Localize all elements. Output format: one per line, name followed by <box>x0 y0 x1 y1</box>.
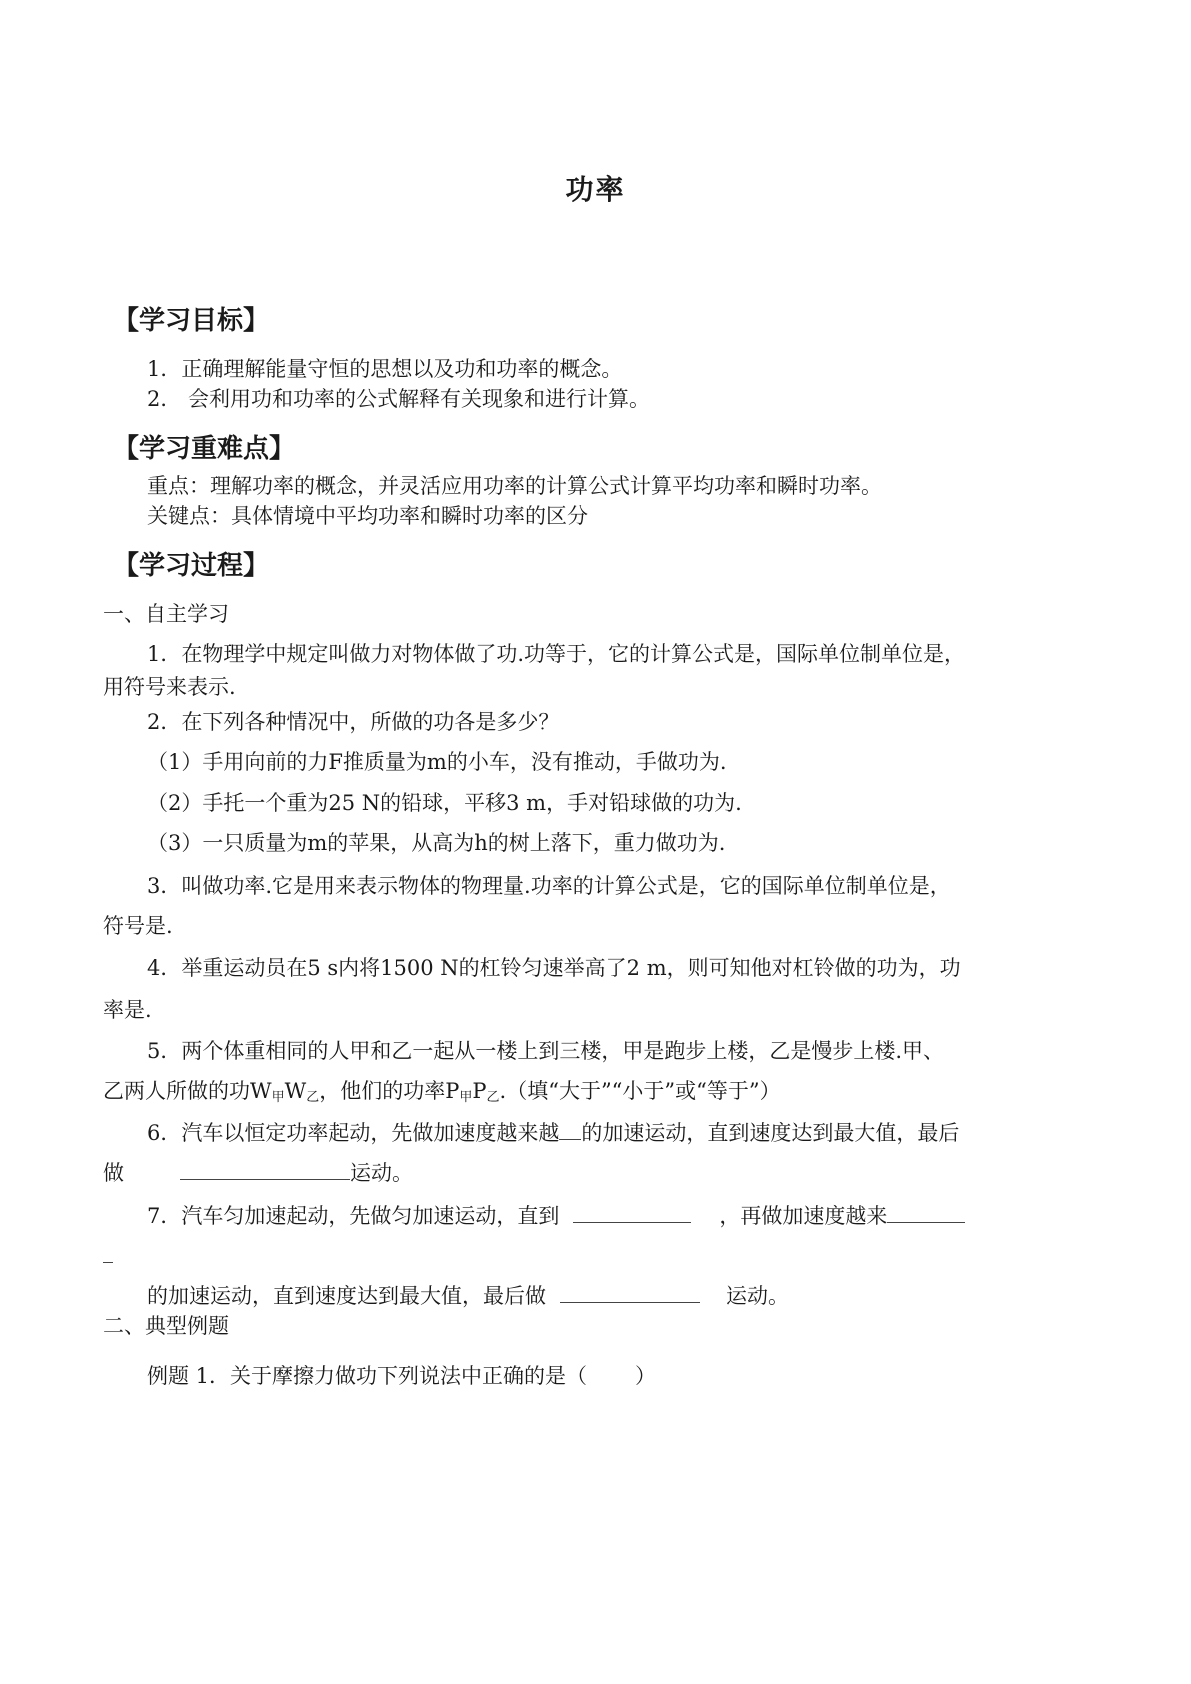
q2-1: （1）手用向前的力F推质量为m的小车，没有推动，手做功为. <box>147 750 727 774</box>
q5-text-a: 乙两人所做的功W <box>103 1079 272 1103</box>
q7-blank-3[interactable] <box>560 1284 700 1303</box>
q6-text-a: 6．汽车以恒定功率起动，先做加速度越来越 <box>147 1121 560 1145</box>
page-title: 功率 <box>565 173 626 206</box>
q7-text-b: ，再做加速度越来 <box>719 1204 888 1228</box>
key-focus: 重点：理解功率的概念，并灵活应用功率的计算公式计算平均功率和瞬时功率。 <box>147 474 882 498</box>
objectives-heading: 【学习目标】 <box>113 306 270 336</box>
q7-blank-2[interactable] <box>887 1204 965 1223</box>
objective-item-1: 1．正确理解能量守恒的思想以及功和功率的概念。 <box>147 357 623 381</box>
q6-blank-1[interactable] <box>559 1121 581 1140</box>
q7-text-a: 7．汽车匀加速起动，先做匀加速运动，直到 <box>147 1204 560 1228</box>
example-1-text: 例题 1．关于摩擦力做功下列说法中正确的是 <box>147 1364 567 1388</box>
q5-text-d: P <box>472 1079 487 1103</box>
q5-line2 <box>103 1077 781 1112</box>
q2: 2．在下列各种情况中，所做的功各是多少？ <box>147 710 560 734</box>
q6-line1 <box>147 1119 959 1147</box>
q7-line3 <box>147 1282 789 1310</box>
key-points-heading: 【学习重难点】 <box>113 434 296 464</box>
q5-sub-yi-1: 乙 <box>306 1090 320 1105</box>
q5-text-c: ，他们的功率P <box>319 1079 460 1103</box>
q6-text-b: 的加速运动，直到速度达到最大值，最后 <box>581 1121 960 1145</box>
q5-line1: 5．两个体重相同的人甲和乙一起从一楼上到三楼，甲是跑步上楼，乙是慢步上楼.甲、 <box>147 1039 945 1063</box>
example-1-paren-open: （ <box>566 1364 588 1388</box>
q2-3: （3）一只质量为m的苹果，从高为h的树上落下，重力做功为. <box>147 831 726 855</box>
q3-line1: 3．叫做功率.它是用来表示物体的物理量.功率的计算公式是，它的国际单位制单位是， <box>147 874 951 898</box>
q3-line2: 符号是. <box>103 914 173 938</box>
q7-line1 <box>147 1202 965 1230</box>
q7-blank-1[interactable] <box>573 1204 691 1223</box>
q4-line1: 4．举重运动员在5 s内将1500 N的杠铃匀速举高了2 m，则可知他对杠铃做的功为，功 <box>147 956 961 980</box>
q6-text-c: 做 <box>103 1161 124 1185</box>
q6-line2 <box>103 1159 413 1187</box>
q2-2: （2）手托一个重为25 N的铅球，平移3 m，手对铅球做的功为. <box>147 791 742 815</box>
part1-title: 一、自主学习 <box>103 602 229 626</box>
q7-text-c: 的加速运动，直到速度达到最大值，最后做 <box>147 1284 546 1308</box>
q5-text-e: .（填“大于”“小于”或“等于”） <box>499 1079 781 1103</box>
q5-sub-jia-2: 甲 <box>459 1090 473 1105</box>
q6-blank-2[interactable] <box>180 1161 350 1180</box>
q1-line2: 用符号来表示. <box>103 675 236 699</box>
q6-text-d: 运动。 <box>350 1161 413 1185</box>
example-1 <box>147 1362 656 1390</box>
q4-line2: 率是. <box>103 998 152 1022</box>
part2-title: 二、典型例题 <box>103 1314 229 1338</box>
objective-item-2: 2． 会利用功和功率的公式解释有关现象和进行计算。 <box>147 387 651 411</box>
q7-text-d: 运动。 <box>726 1284 789 1308</box>
q5-text-b: W <box>284 1079 307 1103</box>
q1-line1: 1．在物理学中规定叫做力对物体做了功.功等于，它的计算公式是，国际单位制单位是， <box>147 642 966 666</box>
key-point: 关键点：具体情境中平均功率和瞬时功率的区分 <box>147 504 588 528</box>
example-1-paren-close: ） <box>635 1364 657 1388</box>
q5-sub-yi-2: 乙 <box>486 1090 500 1105</box>
process-heading: 【学习过程】 <box>113 551 270 581</box>
q7-blank-2-continuation <box>103 1262 113 1263</box>
q5-sub-jia-1: 甲 <box>271 1090 285 1105</box>
